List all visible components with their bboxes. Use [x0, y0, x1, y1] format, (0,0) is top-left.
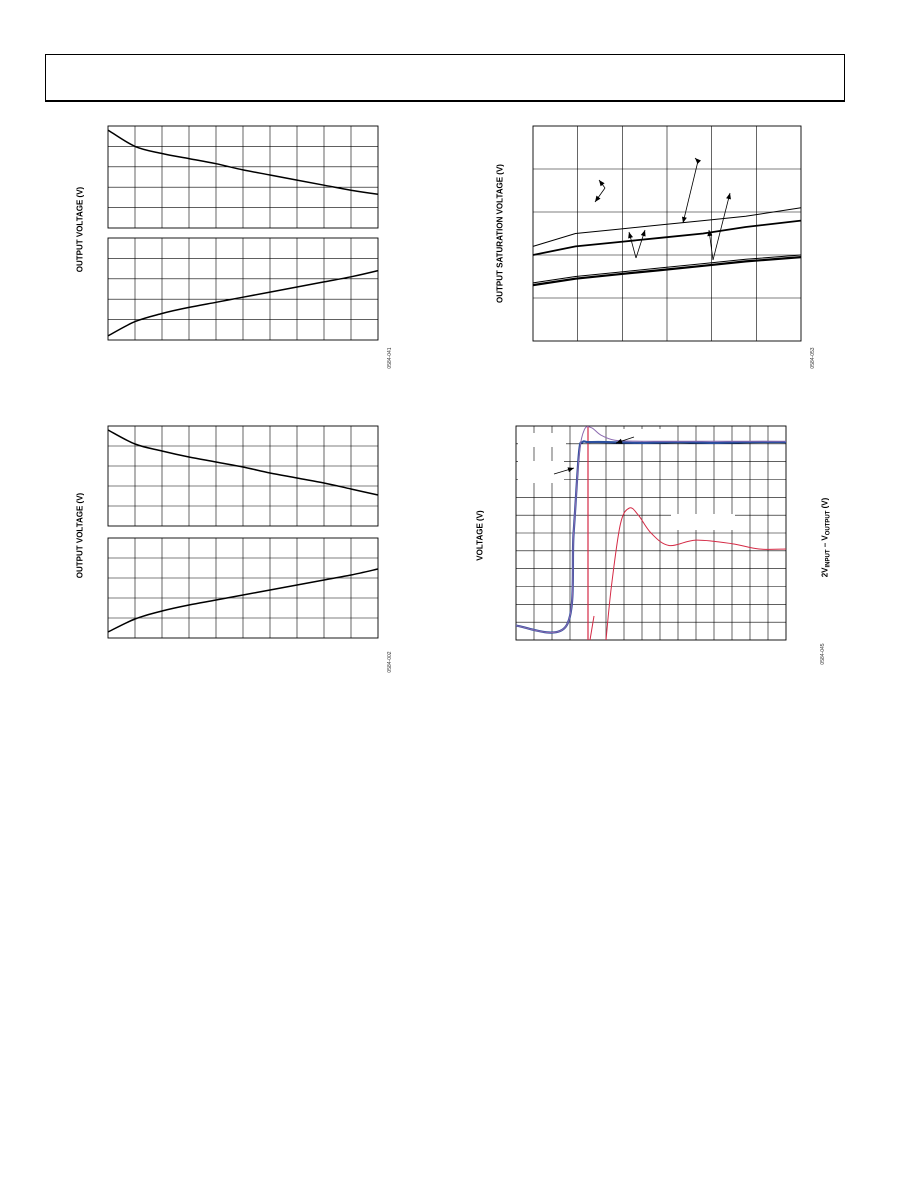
br-label-box-4 [671, 514, 735, 530]
tr-arrow-1 [595, 188, 605, 202]
page-header-box [45, 54, 845, 102]
chart-top-left [108, 126, 378, 340]
chart-top-right [533, 126, 801, 341]
y-axis-label-bottom-right: VOLTAGE (V) [475, 510, 485, 561]
figure-code-bottom-right: 0584-045 [820, 643, 826, 665]
tr-arrow-2b [695, 158, 701, 164]
y-axis-label-bottom-left: OUTPUT VOLTAGE (V) [75, 492, 85, 579]
br-series-line-3-tail [590, 616, 594, 640]
tr-arrow-3b [636, 230, 646, 258]
br-label-box-1 [518, 433, 566, 447]
br-label-box-3 [614, 429, 666, 441]
y-axis-label-bottom-right-secondary: $2V_{INPUT} - V_{OUTPUT}$ (V) [820, 497, 832, 578]
tr-arrow-1b [599, 180, 605, 188]
tr-arrow-4b [713, 193, 731, 260]
tr-arrow-2 [682, 161, 698, 223]
br-label-box-2 [518, 461, 564, 483]
tr-arrow-4 [707, 230, 713, 260]
y-axis-label-top-left: OUTPUT VOLTAGE (V) [75, 186, 85, 273]
tl-panel-1-grid [108, 126, 378, 228]
tl-panel-2-grid [108, 238, 378, 340]
figure-code-top-left: 0584-041 [387, 347, 393, 369]
br-series-line-2 [516, 427, 786, 633]
bl-panel-2-grid [108, 538, 378, 638]
chart-bottom-right [516, 426, 786, 640]
chart-bottom-left [108, 426, 378, 638]
bl-panel-1-grid [108, 426, 378, 526]
y-axis-label-top-right: OUTPUT SATURATION VOLTAGE (V) [495, 164, 505, 303]
tr-grid [533, 126, 801, 341]
tr-arrow-3 [628, 232, 636, 258]
figure-code-top-right: 0584-053 [810, 347, 816, 369]
figure-code-bottom-left: 0584-002 [387, 651, 393, 673]
